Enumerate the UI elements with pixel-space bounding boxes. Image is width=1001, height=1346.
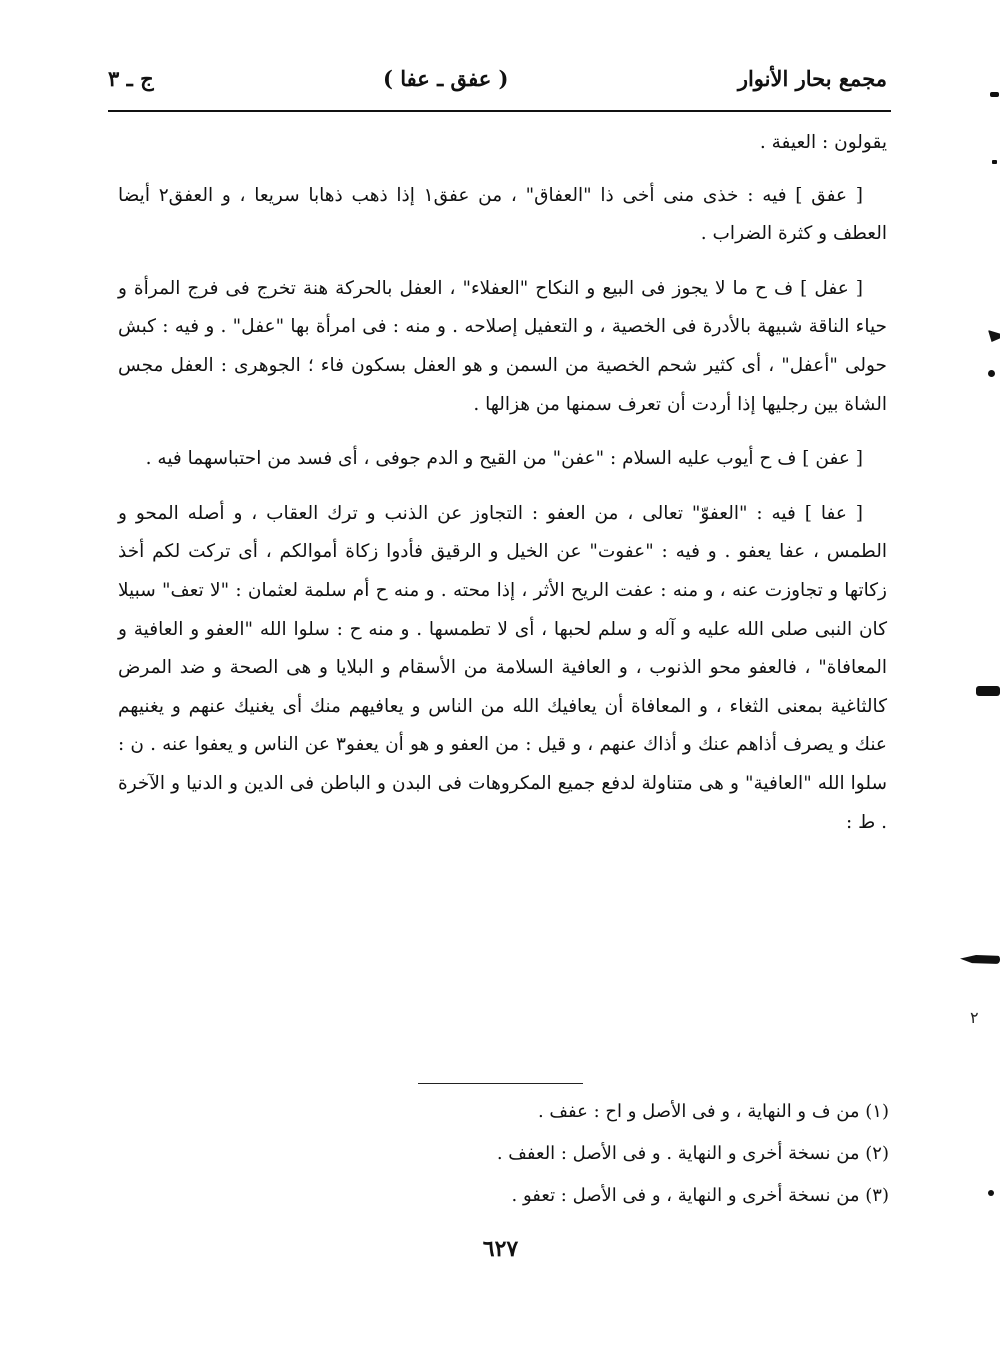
section-range: ( عفق ـ عفا ) xyxy=(382,65,509,91)
header-rule xyxy=(108,110,891,112)
footnote-3: (٣) من نسخة أخرى و النهاية ، و فى الأصل : تعفو . xyxy=(511,1185,889,1206)
scan-mark xyxy=(988,330,1000,342)
scan-mark xyxy=(990,92,999,97)
entry-afaq: [ عفق ] فيه : خذى منى أخى ذا "العفاق" ، من عفق١ إذا ذهب ذهابا سريعا ، و العفق٢ أيضا العطف و كثرة الضراب . xyxy=(118,184,887,245)
main-text xyxy=(118,124,887,858)
footnote-1: (١) من ف و النهاية ، و فى الأصل و اح : عفف . xyxy=(537,1101,889,1122)
scan-mark xyxy=(988,370,995,377)
scan-mark xyxy=(992,160,997,164)
margin-note: ٢ xyxy=(970,1008,979,1027)
entry-afan: [ عفن ] ف ح أيوب عليه السلام : "عفن" من القيح و الدم جوفى ، أى فسد من احتباسهما فيه . xyxy=(145,448,863,470)
footnote-rule xyxy=(418,1083,583,1084)
scan-mark xyxy=(988,1190,994,1196)
book-title: مجمع بحار الأنوار xyxy=(737,65,887,91)
scan-mark xyxy=(976,686,1000,696)
entry-afa: [ عفا ] فيه : "العفوّ" تعالى ، من العفو : التجاوز عن الذنب و ترك العقاب ، و أصله المحو و الطمس ، عفا يعفو . و فيه : "عفوت" عن الخيل و الرقيق فأدوا زكاة أموالكم ، أى تركت لكم أخذ زكاتها و تجاوزت عنه ، و منه : عفت الريح الأثر ، إذا محته . و منه ح أم سلمة لعثمان : "لا تعف" سبيلا كان النبى صلى الله عليه و آله و سلم لحبها ، أى لا تطمسها . و منه ح : سلوا الله "العفو و العافية و المعافاة" ، فالعفو محو الذنوب ، و العافية السلامة من الأسقام و البلايا و هى الصحة و ضد المرض كالثاغية بمعنى الثغاء ، و المعافاة أن يعافيك الله من الناس و يعافيهم منك أى يغنيك عنهم و يغنيهم عنك و يصرف أذاهم عنك و أذاك عنهم ، و قيل : من العفو و هو أن يعفو٣ عن الناس و يعفوا عنه . ن : سلوا الله "العافية" و هى متناولة لدفع جميع المكروهات فى البدن و الباطن فى الدين و الدنيا و الآخرة . ط : xyxy=(118,502,887,833)
footnote-2: (٢) من نسخة أخرى و النهاية . و فى الأصل : العفف . xyxy=(496,1143,889,1164)
entry-afal: [ عفل ] ف ح ما لا يجوز فى البيع و النكاح "العفلاء" ، العفل بالحركة هنة تخرج فى فرج المرأة و حياء الناقة شبيهة بالأدرة فى الخصية ، و التعفيل إصلاحه . و منه : فى امرأة بها "عفل" . و فيه : كبش حولى "أعفل" ، أى كثير شحم الخصية من السمن و هو العفل بسكون فاء ؛ الجوهرى : العفل مجس الشاة بين رجليها إذا أردت أن تعرف سمنها من هزالها . xyxy=(118,277,887,415)
scan-mark xyxy=(960,955,1000,964)
volume-label: ج ـ ٣ xyxy=(108,65,154,91)
footnotes xyxy=(350,1091,889,1217)
running-header xyxy=(108,58,887,98)
paragraph-continuation: يقولون : العيفة . xyxy=(759,132,887,153)
page-number: ٦٢٧ xyxy=(482,1236,519,1262)
